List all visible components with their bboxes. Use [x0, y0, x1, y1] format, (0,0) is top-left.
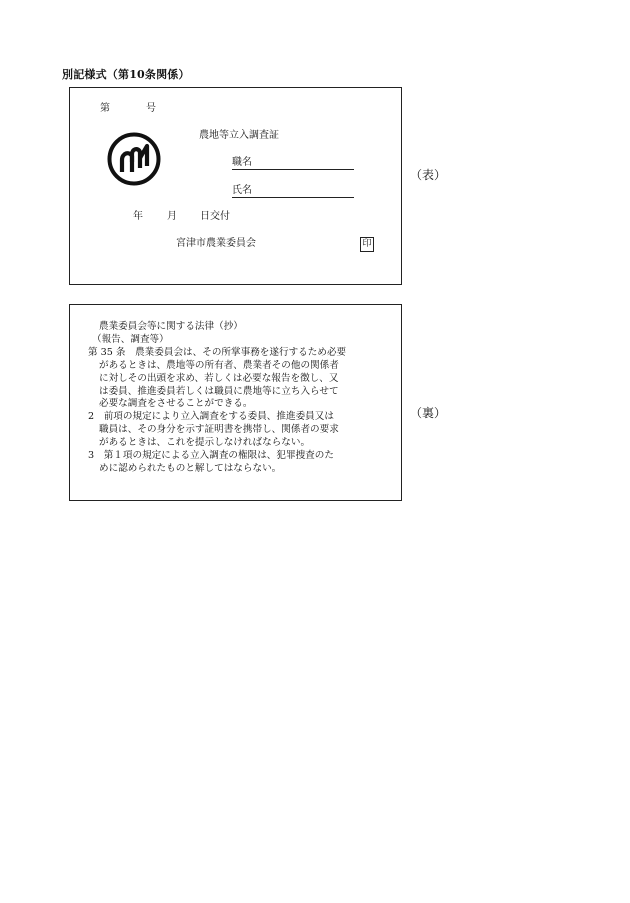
law-excerpt: [88, 321, 388, 476]
issue-day-label: 日交付: [200, 211, 230, 222]
name-field: [232, 186, 354, 198]
back-side-label: （裏）: [410, 406, 447, 420]
city-emblem-icon: [107, 132, 161, 186]
id-card-back: [69, 304, 402, 501]
name-label: 氏名: [232, 185, 252, 196]
form-heading: 別記様式（第10条関係）: [62, 68, 190, 81]
article-35-line: は委員、推進委員若しくは職員に農地等に立ち入らせて: [99, 385, 339, 397]
article-35-text: 第 35 条 農業委員会は、その所掌事務を遂行するため必要: [88, 346, 347, 358]
law-subtitle: （報告、調査等）: [92, 333, 169, 345]
article-35-line: 必要な調査をさせることができる。: [99, 398, 253, 410]
number-suffix: 号: [146, 103, 156, 114]
number-prefix: 第: [100, 103, 110, 114]
issue-year-label: 年: [133, 211, 143, 222]
issue-month-label: 月: [167, 211, 177, 222]
position-label: 職名: [232, 157, 252, 168]
paragraph-2-text: 2 前項の規定により立入調査をする委員、推進委員又は: [88, 411, 334, 423]
paragraph-2-line: 職員は、その身分を示す証明書を携帯し、関係者の要求: [99, 424, 339, 436]
law-title: 農業委員会等に関する法律（抄）: [99, 321, 243, 332]
paragraph-2-line: があるときは、これを提示しなければならない。: [99, 437, 311, 449]
article-35-line: に対しその出頭を求め、若しくは必要な報告を徴し、又: [99, 372, 339, 384]
seal-mark: 印: [360, 237, 374, 252]
issuer-name: 宮津市農業委員会: [176, 238, 256, 249]
id-card-front: [69, 87, 402, 285]
front-side-label: （表）: [410, 168, 447, 182]
paragraph-3-line: めに認められたものと解してはならない。: [99, 462, 282, 474]
article-35-line: があるときは、農地等の所有者、農業者その他の関係者: [99, 359, 339, 371]
paragraph-3-text: 3 第１項の規定による立入調査の権限は、犯罪捜査のた: [88, 450, 334, 462]
card-title: 農地等立入調査証: [199, 130, 279, 141]
position-field: [232, 158, 354, 170]
